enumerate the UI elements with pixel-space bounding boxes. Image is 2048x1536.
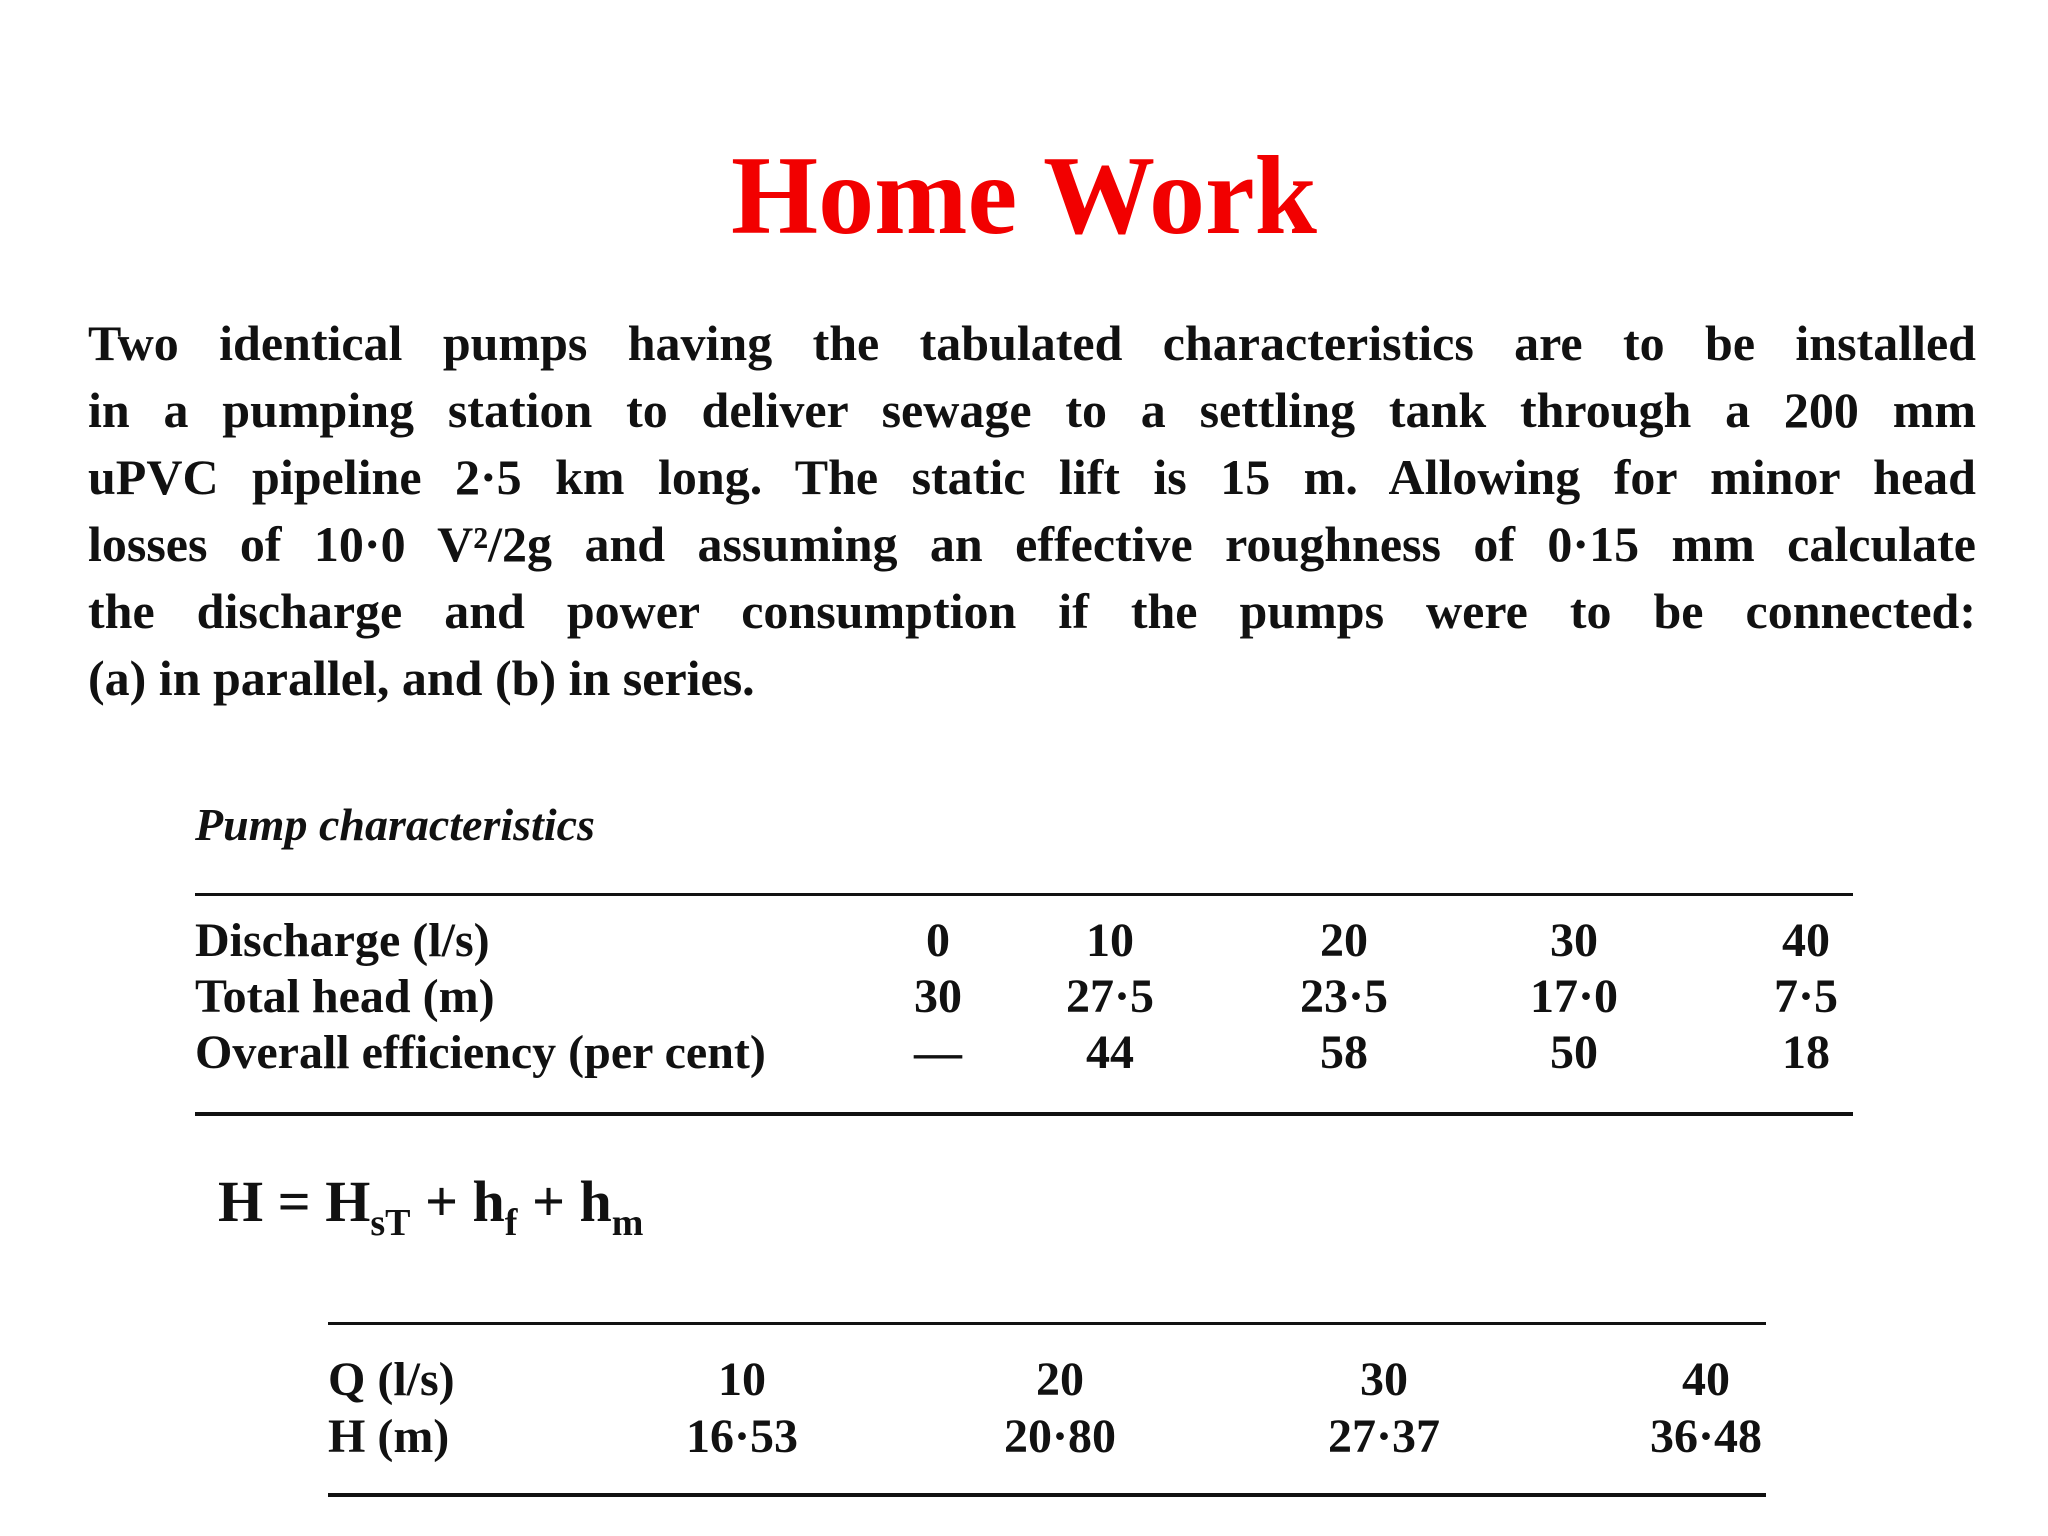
system-table-cell: 16·53 — [685, 1410, 798, 1463]
equation-symbol: + — [424, 1169, 459, 1234]
system-table-bottom-rule — [328, 1493, 1766, 1497]
equation-symbol: H — [325, 1169, 371, 1234]
pump-table-cell: 27·5 — [1065, 970, 1154, 1023]
page-title: Home Work — [731, 134, 1317, 258]
system-table-row-label: H (m) — [328, 1410, 450, 1463]
problem-line: (a) in parallel, and (b) in series. — [88, 650, 755, 706]
pump-table-cell: 0 — [926, 914, 950, 967]
pump-table-row-label: Overall efficiency (per cent) — [195, 1026, 766, 1079]
problem-line: losses of 10·0 V²/2g and assuming an effective roughness of 0·15 mm calculate — [88, 516, 1976, 572]
pump-table-row-label: Total head (m) — [195, 970, 495, 1023]
pump-table-cell: 20 — [1320, 914, 1368, 967]
system-table-cell: 10 — [718, 1353, 766, 1406]
system-table-cell: 20·80 — [1003, 1410, 1116, 1463]
equation-symbol: h — [472, 1169, 505, 1234]
system-table-cell: 36·48 — [1649, 1410, 1762, 1463]
system-table-cell: 27·37 — [1327, 1410, 1440, 1463]
pump-table-cell: 44 — [1086, 1026, 1134, 1079]
system-table-cell: 30 — [1360, 1353, 1408, 1406]
pump-table-cell: 10 — [1086, 914, 1134, 967]
problem-line: uPVC pipeline 2·5 km long. The static lift is 15 m. Allowing for minor head — [88, 449, 1976, 505]
equation-symbol: = — [277, 1169, 311, 1234]
problem-statement — [88, 310, 1976, 712]
pump-table-cell: 18 — [1782, 1026, 1830, 1079]
pump-table-cell: 50 — [1550, 1026, 1598, 1079]
problem-line: in a pumping station to deliver sewage to a settling tank through a 200 mm — [88, 382, 1976, 438]
pump-table-row-label: Discharge (l/s) — [195, 914, 490, 967]
equation-symbol: h — [579, 1169, 612, 1234]
pump-table-cell: — — [914, 1026, 962, 1079]
system-table-row-label: Q (l/s) — [328, 1353, 455, 1406]
head-equation — [218, 1168, 643, 1245]
equation-subscript: sT — [370, 1202, 411, 1244]
problem-line: Two identical pumps having the tabulated characteristics are to be installed — [88, 315, 1976, 371]
equation-subscript: m — [611, 1202, 644, 1244]
equation-symbol: H — [218, 1169, 264, 1234]
equation-subscript: f — [504, 1202, 518, 1244]
pump-table-cell: 23·5 — [1299, 970, 1388, 1023]
pump-table-cell: 7·5 — [1773, 970, 1838, 1023]
system-table-cell: 40 — [1682, 1353, 1730, 1406]
pump-table-bottom-rule — [195, 1112, 1853, 1116]
pump-table-cell: 30 — [1550, 914, 1598, 967]
pump-table-caption: Pump characteristics — [195, 799, 595, 850]
pump-table-cell: 58 — [1320, 1026, 1368, 1079]
pump-table-top-rule — [195, 893, 1853, 896]
system-table-top-rule — [328, 1322, 1766, 1325]
pump-table-cell: 30 — [914, 970, 962, 1023]
pump-table-cell: 40 — [1782, 914, 1830, 967]
system-table-cell: 20 — [1036, 1353, 1084, 1406]
pump-table-cell: 17·0 — [1529, 970, 1618, 1023]
equation-symbol: + — [531, 1169, 565, 1234]
problem-line: the discharge and power consumption if the pumps were to be connected: — [88, 583, 1976, 639]
